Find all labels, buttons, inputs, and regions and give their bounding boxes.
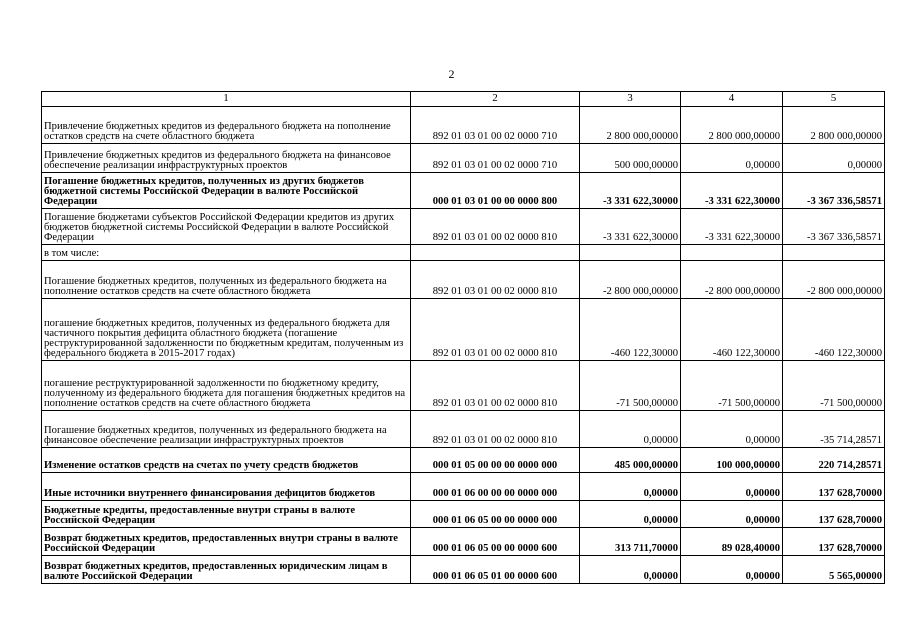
value-col4-cell: 0,00000 (681, 144, 783, 173)
budget-code-cell: 000 01 06 05 00 00 0000 000 (411, 501, 580, 528)
column-header: 1 (42, 92, 411, 107)
row-name-cell: Погашение бюджетных кредитов, полученных из федерального бюджета на финансовое обеспечение реализации инфраструктурных проектов (42, 411, 411, 448)
value-col5-cell: 5 565,00000 (783, 556, 885, 584)
column-header: 2 (411, 92, 580, 107)
budget-sources-table (41, 91, 885, 584)
table-header-row (42, 92, 885, 107)
budget-code-cell: 892 01 03 01 00 02 0000 710 (411, 107, 580, 144)
budget-code-cell: 000 01 05 00 00 00 0000 000 (411, 448, 580, 473)
value-col4-cell: -3 331 622,30000 (681, 209, 783, 245)
budget-code-cell: 892 01 03 01 00 02 0000 810 (411, 361, 580, 411)
value-col4-cell: 0,00000 (681, 473, 783, 501)
table-row (42, 299, 885, 361)
row-name-cell: Иные источники внутреннего финансирования дефицитов бюджетов (42, 473, 411, 501)
value-col5-cell: -460 122,30000 (783, 299, 885, 361)
value-col5-cell: 0,00000 (783, 144, 885, 173)
value-col3-cell: -460 122,30000 (580, 299, 681, 361)
value-col4-cell (681, 245, 783, 261)
value-col5-cell: 2 800 000,00000 (783, 107, 885, 144)
table-row (42, 448, 885, 473)
table-row (42, 411, 885, 448)
value-col4-cell: -460 122,30000 (681, 299, 783, 361)
row-name-cell: Погашение бюджетных кредитов, полученных из других бюджетов бюджетной системы Российской Федерации в валюте Российской Федерации (42, 173, 411, 209)
value-col5-cell (783, 245, 885, 261)
value-col5-cell: -3 367 336,58571 (783, 209, 885, 245)
table-row (42, 209, 885, 245)
value-col3-cell: -3 331 622,30000 (580, 209, 681, 245)
budget-code-cell: 000 01 03 01 00 00 0000 800 (411, 173, 580, 209)
row-name-cell: Изменение остатков средств на счетах по учету средств бюджетов (42, 448, 411, 473)
value-col4-cell: 100 000,00000 (681, 448, 783, 473)
budget-code-cell: 892 01 03 01 00 02 0000 810 (411, 209, 580, 245)
row-name-cell: Погашение бюджетных кредитов, полученных из федерального бюджета на пополнение остатков средств на счете областного бюджета (42, 261, 411, 299)
value-col4-cell: -3 331 622,30000 (681, 173, 783, 209)
table-row (42, 556, 885, 584)
column-header: 4 (681, 92, 783, 107)
column-header: 5 (783, 92, 885, 107)
value-col3-cell: -71 500,00000 (580, 361, 681, 411)
row-name-cell: в том числе: (42, 245, 411, 261)
table-row (42, 261, 885, 299)
value-col3-cell: 0,00000 (580, 501, 681, 528)
value-col3-cell: 0,00000 (580, 411, 681, 448)
value-col5-cell: 137 628,70000 (783, 528, 885, 556)
table-row (42, 173, 885, 209)
row-name-cell: Возврат бюджетных кредитов, предоставленных юридическим лицам в валюте Российской Федерации (42, 556, 411, 584)
value-col3-cell: 0,00000 (580, 473, 681, 501)
value-col5-cell: -3 367 336,58571 (783, 173, 885, 209)
row-name-cell: Привлечение бюджетных кредитов из федерального бюджета на финансовое обеспечение реализации инфраструктурных проектов (42, 144, 411, 173)
value-col3-cell (580, 245, 681, 261)
column-header: 3 (580, 92, 681, 107)
value-col3-cell: -3 331 622,30000 (580, 173, 681, 209)
table-row (42, 144, 885, 173)
value-col4-cell: -2 800 000,00000 (681, 261, 783, 299)
table-row (42, 245, 885, 261)
budget-code-cell: 892 01 03 01 00 02 0000 810 (411, 411, 580, 448)
value-col4-cell: 0,00000 (681, 411, 783, 448)
value-col4-cell: 89 028,40000 (681, 528, 783, 556)
budget-code-cell: 000 01 06 05 00 00 0000 600 (411, 528, 580, 556)
row-name-cell: Бюджетные кредиты, предоставленные внутри страны в валюте Российской Федерации (42, 501, 411, 528)
value-col5-cell: -2 800 000,00000 (783, 261, 885, 299)
value-col4-cell: 0,00000 (681, 556, 783, 584)
row-name-cell: Привлечение бюджетных кредитов из федерального бюджета на пополнение остатков средств на счете областного бюджета (42, 107, 411, 144)
budget-code-cell: 892 01 03 01 00 02 0000 810 (411, 299, 580, 361)
value-col3-cell: 485 000,00000 (580, 448, 681, 473)
budget-code-cell: 892 01 03 01 00 02 0000 710 (411, 144, 580, 173)
row-name-cell: Погашение бюджетами субъектов Российской Федерации кредитов из других бюджетов бюджетной системы Российской Федерации в валюте Российской Федерации (42, 209, 411, 245)
table-row (42, 528, 885, 556)
budget-code-cell: 000 01 06 00 00 00 0000 000 (411, 473, 580, 501)
row-name-cell: погашение реструктурированной задолженности по бюджетному кредиту, полученному из федерального бюджета для погашения бюджетных кредитов на пополнение остатков средств на счете областного бюджета (42, 361, 411, 411)
value-col5-cell: 220 714,28571 (783, 448, 885, 473)
row-name-cell: погашение бюджетных кредитов, полученных из федерального бюджета для частичного покрытия дефицита областного бюджета (погашение реструктурированной задолженности по бюджетным кредитам, полученным из федерального бюджета в 2015-2017 годах) (42, 299, 411, 361)
table-row (42, 473, 885, 501)
value-col3-cell: 2 800 000,00000 (580, 107, 681, 144)
value-col4-cell: -71 500,00000 (681, 361, 783, 411)
value-col3-cell: 313 711,70000 (580, 528, 681, 556)
page-number: 2 (448, 67, 455, 81)
value-col5-cell: 137 628,70000 (783, 473, 885, 501)
value-col5-cell: -71 500,00000 (783, 361, 885, 411)
table-row (42, 361, 885, 411)
value-col4-cell: 0,00000 (681, 501, 783, 528)
value-col3-cell: -2 800 000,00000 (580, 261, 681, 299)
table-row (42, 107, 885, 144)
value-col3-cell: 500 000,00000 (580, 144, 681, 173)
budget-code-cell: 000 01 06 05 01 00 0000 600 (411, 556, 580, 584)
table-row (42, 501, 885, 528)
budget-code-cell (411, 245, 580, 261)
value-col4-cell: 2 800 000,00000 (681, 107, 783, 144)
row-name-cell: Возврат бюджетных кредитов, предоставленных внутри страны в валюте Российской Федерации (42, 528, 411, 556)
value-col5-cell: 137 628,70000 (783, 501, 885, 528)
value-col3-cell: 0,00000 (580, 556, 681, 584)
budget-code-cell: 892 01 03 01 00 02 0000 810 (411, 261, 580, 299)
value-col5-cell: -35 714,28571 (783, 411, 885, 448)
